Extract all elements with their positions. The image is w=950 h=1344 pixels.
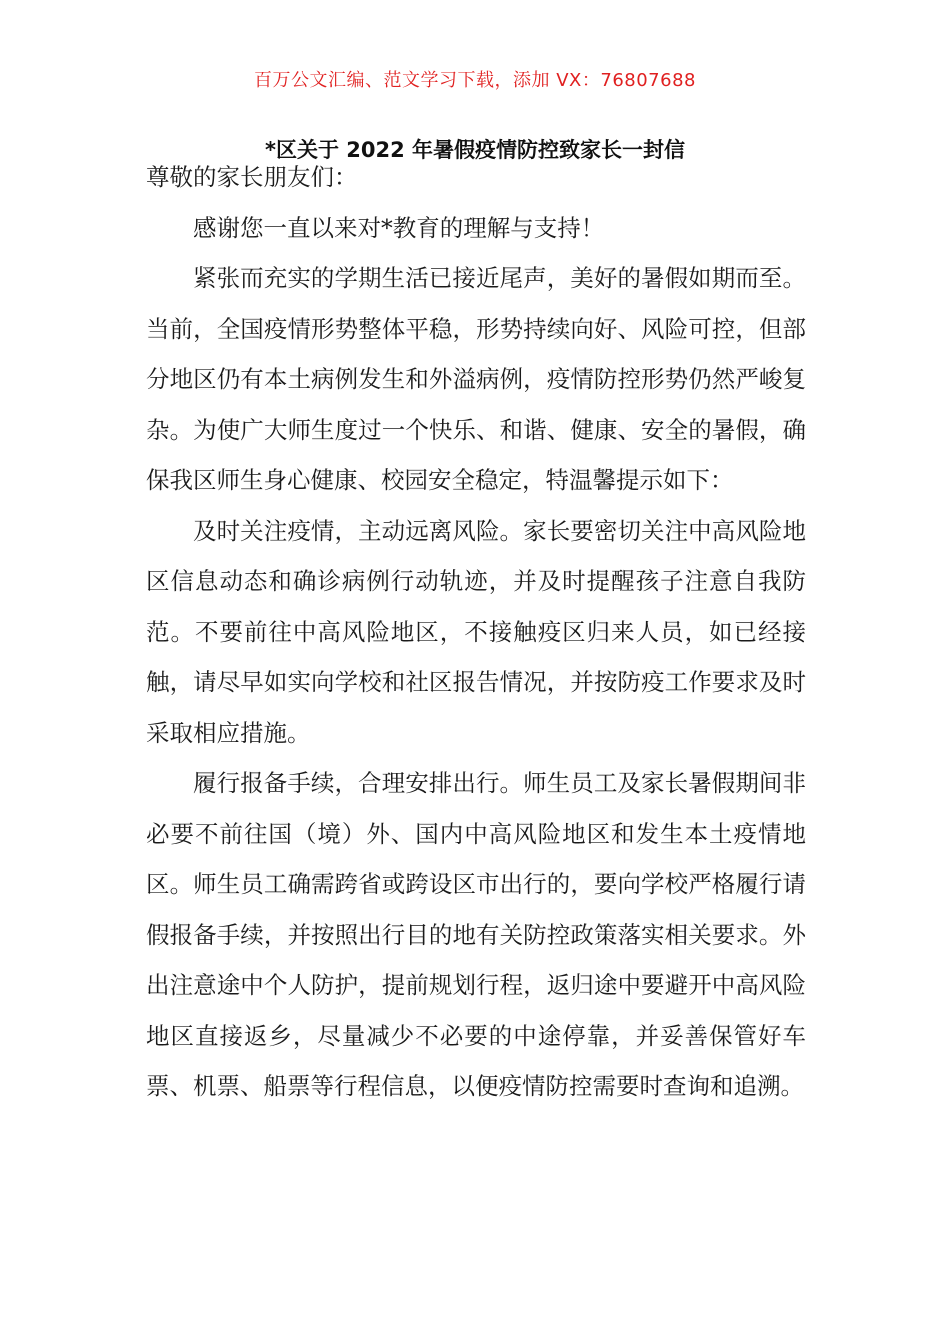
header-promo-note: 百万公文汇编、范文学习下载，添加 VX：76807688 — [254, 70, 696, 91]
paragraph-thanks: 感谢您一直以来对*教育的理解与支持！ — [193, 213, 605, 242]
salutation: 尊敬的家长朋友们： — [146, 163, 358, 191]
document-body — [146, 152, 806, 1112]
document-title: *区关于 2022 年暑假疫情防控致家长一封信 — [264, 138, 686, 162]
paragraph-travel-reporting: 履行报备手续，合理安排出行。师生员工及家长暑假期间非必要不前往国（境）外、国内中高风险地区和发生本土疫情地区。师生员工确需跨省或跨设区市出行的，要向学校严格履行请假报备手续，并按照出行目的地有关防控政策落实相关要求。外出注意途中个人防护，提前规划行程，返归途中要避开中高风险地区直接返乡，尽量减少不必要的中途停靠，并妥善保管好车票、机票、船票等行程信息，以便疫情防控需要时查询和追溯。 — [146, 769, 806, 1100]
paragraph-epidemic-attention: 及时关注疫情，主动远离风险。家长要密切关注中高风险地区信息动态和确诊病例行动轨迹，并及时提醒孩子注意自我防范。不要前往中高风险地区，不接触疫区归来人员，如已经接触，请尽早如实向学校和社区报告情况，并按防疫工作要求及时采取相应措施。 — [146, 516, 806, 747]
paragraph-intro: 紧张而充实的学期生活已接近尾声，美好的暑假如期而至。当前，全国疫情形势整体平稳，形势持续向好、风险可控，但部分地区仍有本土病例发生和外溢病例，疫情防控形势仍然严峻复杂。为使广大师生度过一个快乐、和谐、健康、安全的暑假，确保我区师生身心健康、校园安全稳定，特温馨提示如下： — [146, 264, 806, 494]
